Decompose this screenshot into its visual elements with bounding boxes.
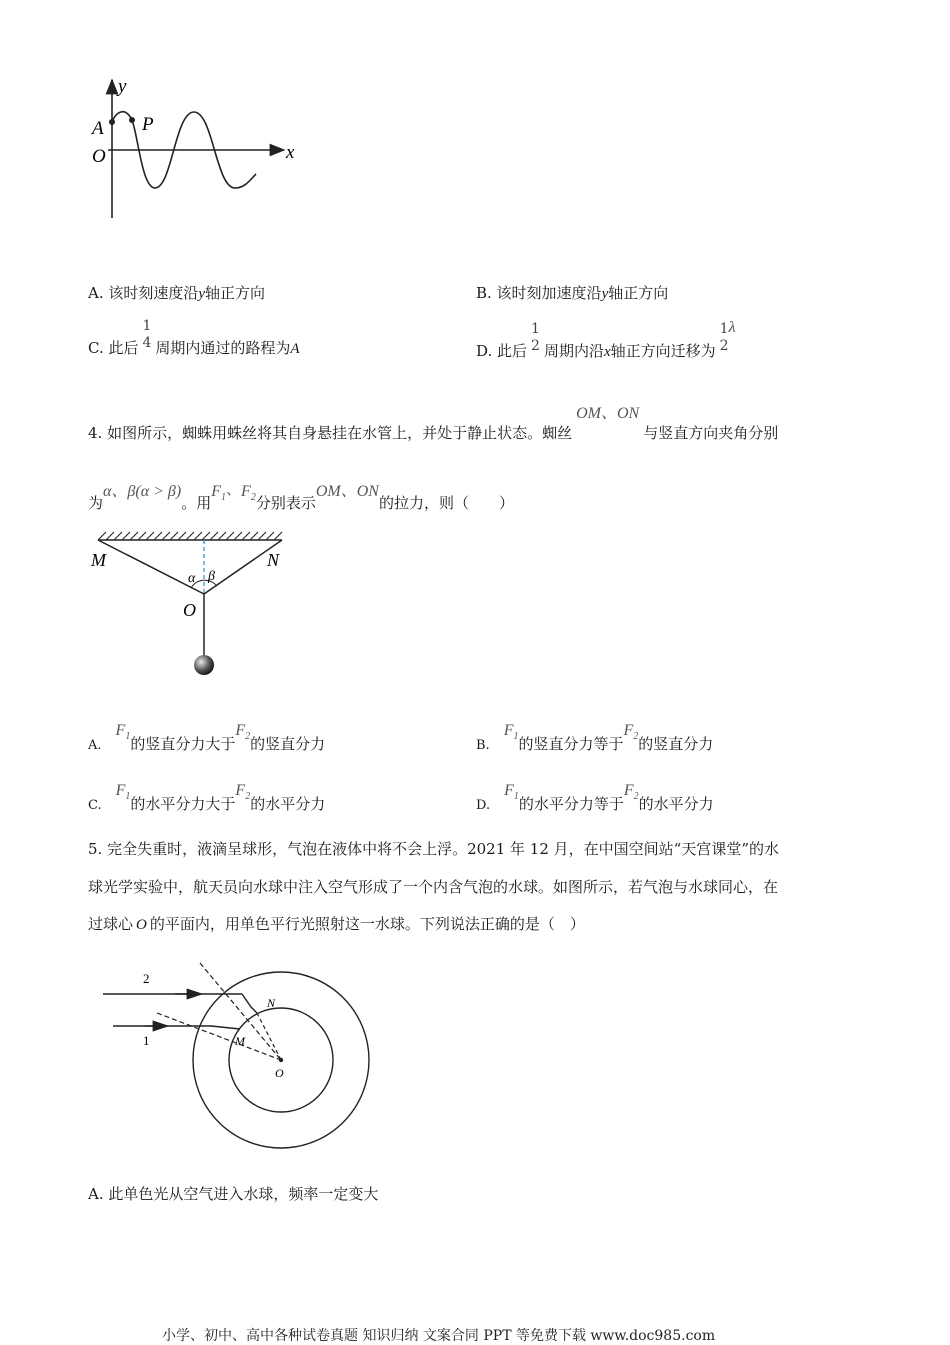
page-footer: 小学、初中、高中各种试卷真题 知识归纳 文案合同 PPT 等免费下载 www.doc985.com: [162, 1328, 716, 1344]
q3-option-b[interactable]: B. 该时刻加速度沿y轴正方向: [476, 284, 669, 302]
water-ball-figure: [95, 955, 385, 1165]
q4-stem-line2: 为α、β(α > β)。用$F_1$、$F_2$分别表示OM、ON的拉力，则（ ）: [88, 480, 514, 512]
ray-1-inside: [211, 1026, 240, 1029]
label-m: M: [91, 550, 106, 570]
q3-option-c[interactable]: C. 此后 1 4 周期内通过的路程为A: [88, 318, 300, 357]
q5-stem-line2: 球光学实验中，航天员向水球中注入空气形成了一个内含气泡的水球。如图所示，若气泡与水球同心，在: [88, 878, 779, 896]
q5-stem-line3: 过球心 O 的平面内，用单色平行光照射这一水球。下列说法正确的是（ ）: [88, 915, 585, 933]
q4-stem-line1: 4. 如图所示，蜘蛛用蛛丝将其自身悬挂在水管上，并处于静止状态。蜘丝OM、ON与竖直方向夹角分别: [88, 405, 779, 442]
ceiling-hatching: [98, 532, 282, 540]
x-axis-label: x: [286, 142, 295, 163]
q4-option-c[interactable]: $C.F_1$的水平分力大于$F_2$的水平分力: [88, 782, 326, 813]
q5-stem-line1: 5. 完全失重时，液滴呈球形，气泡在液体中将不会上浮。2021 年 12 月，在中国空间站“天宫课堂”的水: [88, 840, 779, 858]
label-beta: β: [208, 569, 215, 584]
q4-option-d[interactable]: $D.F_1$的水平分力等于$F_2$的水平分力: [476, 782, 714, 813]
label-alpha: α: [188, 571, 196, 586]
fraction-quarter: 1 4: [142, 318, 152, 351]
label-o: O: [183, 600, 196, 620]
ray-1-label: 1: [143, 1033, 150, 1048]
q5-option-a[interactable]: A. 此单色光从空气进入水球，频率一定变大: [88, 1185, 379, 1203]
point-p-dot: [129, 117, 135, 123]
point-a-dot: [109, 119, 115, 125]
ray-2-label: 2: [143, 971, 150, 986]
label-n: N: [267, 996, 276, 1010]
label-o: O: [275, 1066, 284, 1080]
fraction-half: 1 2: [531, 321, 540, 354]
y-axis-label: y: [118, 76, 127, 97]
normal-dashed-n2: [257, 1013, 281, 1060]
q3-option-a[interactable]: A. 该时刻速度沿y轴正方向: [88, 284, 266, 302]
fraction-half-lambda: 1 2: [719, 321, 729, 354]
q4-option-b[interactable]: $B.F_1$的竖直分力等于$F_2$的竖直分力: [476, 722, 714, 753]
q3-option-d[interactable]: D. 此后 1 2 周期内沿x轴正方向迁移为 1 2 λ: [476, 319, 736, 360]
q4-option-a[interactable]: $A.F_1$的竖直分力大于$F_2$的竖直分力: [88, 722, 326, 753]
ray-2-refracted: [242, 994, 257, 1013]
point-a-label: A: [92, 118, 104, 139]
spider-figure: [85, 530, 295, 680]
center-dot: [279, 1058, 283, 1062]
spider-ball: [194, 655, 214, 675]
point-p-label: P: [142, 114, 154, 135]
wave-figure: [80, 70, 320, 230]
normal-dashed-m: [157, 1013, 281, 1060]
origin-label: O: [92, 146, 106, 167]
label-m: M: [235, 1034, 245, 1048]
label-n: N: [267, 550, 280, 570]
